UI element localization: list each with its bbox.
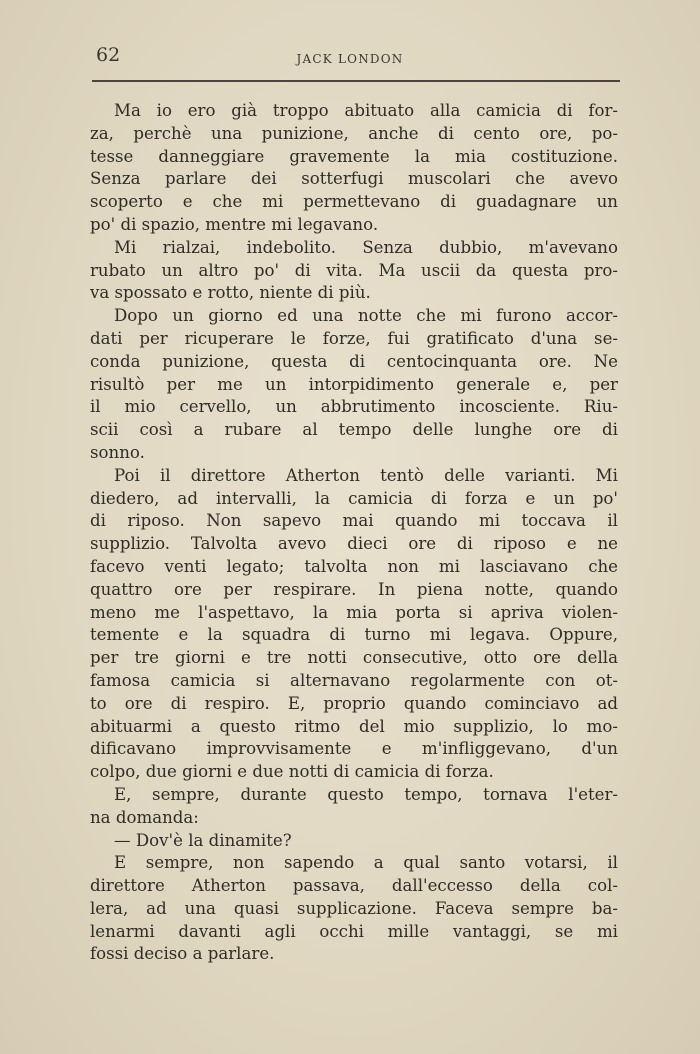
text-line: dificavano improvvisamente e m'infliggevano, d'un xyxy=(90,739,618,759)
text-line: E sempre, non sapendo a qual santo votarsi, il xyxy=(114,853,618,873)
paragraph xyxy=(90,305,618,465)
paragraph xyxy=(90,852,618,966)
text-line: meno me l'aspettavo, la mia porta si apriva violen- xyxy=(90,602,618,622)
paragraph xyxy=(90,100,618,237)
text-line: temente e la squadra di turno mi legava. Oppure, xyxy=(90,625,618,645)
text-line: to ore di respiro. E, proprio quando cominciavo ad xyxy=(90,693,618,713)
text-line: lenarmi davanti agli occhi mille vantaggi, se mi xyxy=(90,921,618,941)
header-rule xyxy=(92,80,620,82)
paragraph xyxy=(90,784,618,830)
paragraph xyxy=(90,830,618,853)
text-line: tesse danneggiare gravemente la mia costituzione. xyxy=(90,146,618,166)
text-line: direttore Atherton passava, dall'eccesso della col- xyxy=(90,876,618,896)
text-line: sonno. xyxy=(90,442,145,462)
paragraph xyxy=(90,465,618,784)
text-line: lera, ad una quasi supplicazione. Faceva sempre ba- xyxy=(90,898,618,918)
text-line: Mi rialzai, indebolito. Senza dubbio, m'avevano xyxy=(114,237,618,257)
text-line: po' di spazio, mentre mi legavano. xyxy=(90,214,379,234)
text-line: Dopo un giorno ed una notte che mi furono accor- xyxy=(114,306,618,326)
book-page-text xyxy=(90,100,618,966)
text-line: scoperto e che mi permettevano di guadagnare un xyxy=(90,192,618,212)
text-line: Ma io ero già troppo abituato alla camicia di for- xyxy=(114,101,618,120)
text-line: za, perchè una punizione, anche di cento ore, po- xyxy=(90,123,618,143)
text-line: di riposo. Non sapevo mai quando mi toccava il xyxy=(90,511,618,531)
text-line: facevo venti legato; talvolta non mi lasciavano che xyxy=(90,556,618,576)
text-line: il mio cervello, un abbrutimento incosciente. Riu- xyxy=(90,397,618,417)
text-line: dati per ricuperare le forze, fui gratificato d'una se- xyxy=(90,328,618,348)
text-line: E, sempre, durante questo tempo, tornava l'eter- xyxy=(114,784,618,804)
text-line: fossi deciso a parlare. xyxy=(90,944,275,964)
text-line: risultò per me un intorpidimento generale e, per xyxy=(90,374,618,394)
text-line: colpo, due giorni e due notti di camicia di forza. xyxy=(90,762,494,782)
text-line: supplizio. Talvolta avevo dieci ore di riposo e ne xyxy=(90,534,618,554)
text-line: — Dov'è la dinamite? xyxy=(114,830,292,850)
text-line: diedero, ad intervalli, la camicia di forza e un po' xyxy=(90,488,618,508)
paragraph xyxy=(90,237,618,305)
text-line: quattro ore per respirare. In piena notte, quando xyxy=(90,579,618,599)
text-line: Poi il direttore Atherton tentò delle varianti. Mi xyxy=(114,465,618,485)
text-line: conda punizione, questa di centocinquanta ore. Ne xyxy=(90,351,618,371)
text-line: Senza parlare dei sotterfugi muscolari che avevo xyxy=(90,169,618,189)
text-line: na domanda: xyxy=(90,807,199,827)
text-line: famosa camicia si alternavano regolarmente con ot- xyxy=(90,670,618,690)
running-title: JACK LONDON xyxy=(296,52,404,66)
text-line: va spossato e rotto, niente di più. xyxy=(90,283,371,303)
text-line: per tre giorni e tre notti consecutive, otto ore della xyxy=(90,648,618,668)
text-line: rubato un altro po' di vita. Ma uscii da questa pro- xyxy=(90,260,618,280)
text-line: abituarmi a questo ritmo del mio supplizio, lo mo- xyxy=(90,716,618,736)
text-line: scii così a rubare al tempo delle lunghe ore di xyxy=(90,420,618,440)
page-number: 62 xyxy=(96,44,121,66)
